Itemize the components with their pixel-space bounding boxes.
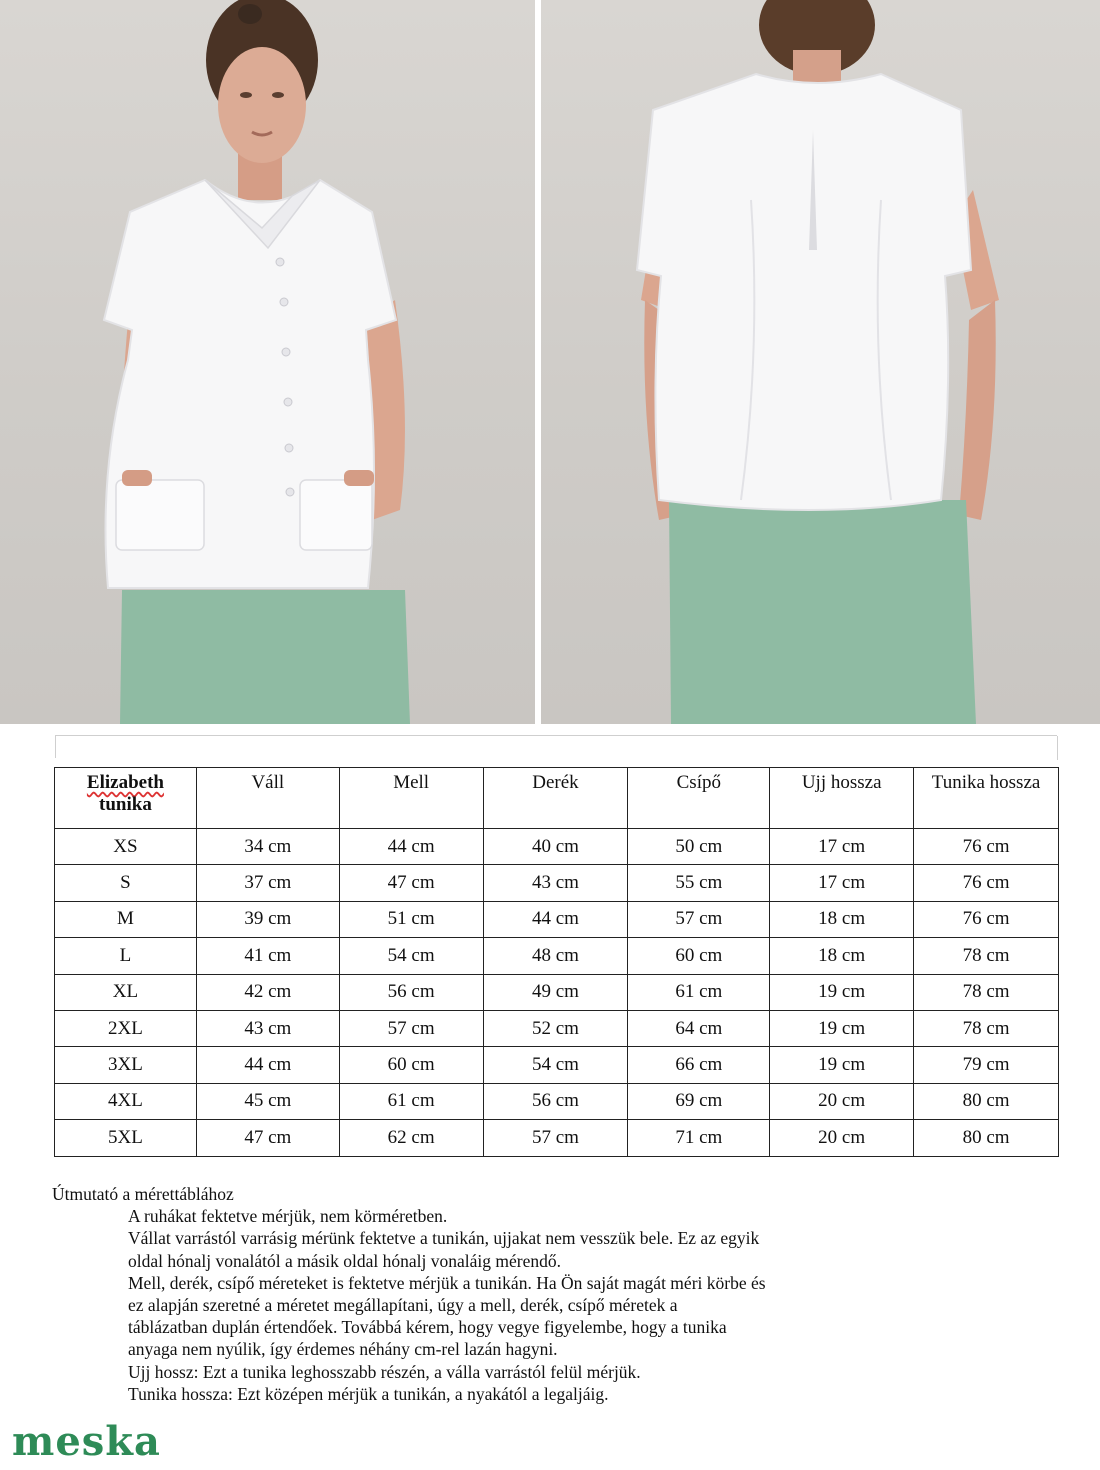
size-label-cell: L xyxy=(55,938,197,974)
table-row xyxy=(55,974,1059,1010)
measurement-cell: 20 cm xyxy=(770,1083,914,1119)
measurement-cell: 44 cm xyxy=(483,901,628,937)
measurement-cell: 19 cm xyxy=(770,1047,914,1083)
back-view-illustration xyxy=(541,0,1100,724)
front-view-illustration xyxy=(0,0,535,724)
product-photos xyxy=(0,0,1100,724)
measurement-cell: 64 cm xyxy=(628,1010,770,1046)
measurement-cell: 44 cm xyxy=(196,1047,339,1083)
guide-line: oldal hónalj vonalától a másik oldal hónalj vonaláig mérendő. xyxy=(128,1250,562,1271)
size-table xyxy=(54,767,1059,1157)
pants-back xyxy=(669,500,976,724)
size-label-cell: 3XL xyxy=(55,1047,197,1083)
measurement-cell: 78 cm xyxy=(914,938,1059,974)
face-shape xyxy=(218,47,306,163)
size-label-cell: XL xyxy=(55,974,197,1010)
measurement-cell: 54 cm xyxy=(483,1047,628,1083)
table-header-cell: Váll xyxy=(196,768,339,829)
measurement-cell: 56 cm xyxy=(339,974,483,1010)
measurement-cell: 45 cm xyxy=(196,1083,339,1119)
front-view-photo[interactable] xyxy=(0,0,535,724)
measurement-cell: 19 cm xyxy=(770,974,914,1010)
measurement-cell: 80 cm xyxy=(914,1120,1059,1156)
page-margin-right xyxy=(1057,736,1058,760)
measurement-cell: 61 cm xyxy=(339,1083,483,1119)
size-label-cell: S xyxy=(55,865,197,901)
pocket-right xyxy=(300,480,372,550)
measurement-cell: 66 cm xyxy=(628,1047,770,1083)
guide-line: Tunika hossza: Ezt középen mérjük a tunikán, a nyakától a legaljáig. xyxy=(128,1383,609,1404)
measurement-cell: 60 cm xyxy=(628,938,770,974)
measurement-cell: 44 cm xyxy=(339,829,483,865)
measurement-cell: 69 cm xyxy=(628,1083,770,1119)
pants-shape xyxy=(120,590,410,724)
size-label-cell: 2XL xyxy=(55,1010,197,1046)
page-border-top xyxy=(55,735,1057,736)
tunic-back xyxy=(637,74,971,510)
table-row xyxy=(55,865,1059,901)
measurement-cell: 56 cm xyxy=(483,1083,628,1119)
measurement-cell: 34 cm xyxy=(196,829,339,865)
measurement-cell: 40 cm xyxy=(483,829,628,865)
measurement-cell: 42 cm xyxy=(196,974,339,1010)
measurement-cell: 76 cm xyxy=(914,901,1059,937)
guide-line: ez alapján szeretné a méretet megállapítani, úgy a mell, derék, csípő méretek a xyxy=(128,1295,678,1316)
table-header-cell: Tunika hossza xyxy=(914,768,1059,829)
measurement-cell: 43 cm xyxy=(483,865,628,901)
measurement-cell: 37 cm xyxy=(196,865,339,901)
guide-line: Vállat varrástól varrásig mérünk fektetve a tunikán, ujjakat nem vesszük bele. Ez az egyik xyxy=(128,1228,760,1249)
table-header-cell: Derék xyxy=(483,768,628,829)
table-header-cell xyxy=(55,768,197,829)
measurement-cell: 79 cm xyxy=(914,1047,1059,1083)
table-row xyxy=(55,1010,1059,1046)
guide-line: anyaga nem nyúlik, így érdemes néhány cm-rel lazán hagyni. xyxy=(128,1339,558,1360)
pocket-left xyxy=(116,480,204,550)
guide-line: A ruhákat fektetve mérjük, nem körméretben. xyxy=(128,1206,448,1227)
table-header-row xyxy=(55,768,1059,829)
table-row xyxy=(55,1047,1059,1083)
measurement-cell: 80 cm xyxy=(914,1083,1059,1119)
back-view-photo[interactable] xyxy=(541,0,1100,724)
measurement-cell: 39 cm xyxy=(196,901,339,937)
table-row xyxy=(55,901,1059,937)
measurement-cell: 78 cm xyxy=(914,974,1059,1010)
measurement-cell: 43 cm xyxy=(196,1010,339,1046)
measurement-cell: 60 cm xyxy=(339,1047,483,1083)
header-name-line2: tunika xyxy=(99,794,152,815)
right-arm-back xyxy=(959,300,996,520)
measurement-cell: 71 cm xyxy=(628,1120,770,1156)
measurement-cell: 19 cm xyxy=(770,1010,914,1046)
table-header-cell: Ujj hossza xyxy=(770,768,914,829)
page-margin-left xyxy=(55,736,56,758)
table-row xyxy=(55,938,1059,974)
table-row xyxy=(55,1083,1059,1119)
measurement-cell: 57 cm xyxy=(339,1010,483,1046)
measurement-cell: 20 cm xyxy=(770,1120,914,1156)
guide-line: Ujj hossz: Ezt a tunika leghosszabb részén, a vállа varrástól felül mérjük. xyxy=(128,1361,641,1382)
table-header-cell: Mell xyxy=(339,768,483,829)
size-label-cell: 5XL xyxy=(55,1120,197,1156)
size-label-cell: 4XL xyxy=(55,1083,197,1119)
measurement-cell: 57 cm xyxy=(483,1120,628,1156)
measurement-cell: 50 cm xyxy=(628,829,770,865)
hair-bun xyxy=(238,4,262,24)
measurement-cell: 55 cm xyxy=(628,865,770,901)
size-chart-document xyxy=(0,724,1100,1470)
table-body xyxy=(55,829,1059,1157)
measurement-cell: 51 cm xyxy=(339,901,483,937)
guide-line: táblázatban duplán értendőek. Továbbá kérem, hogy vegye figyelembe, hogy a tunika xyxy=(128,1317,727,1338)
size-label-cell: XS xyxy=(55,829,197,865)
measurement-cell: 54 cm xyxy=(339,938,483,974)
measurement-cell: 17 cm xyxy=(770,865,914,901)
table-row xyxy=(55,1120,1059,1156)
measurement-cell: 62 cm xyxy=(339,1120,483,1156)
guide-title: Útmutató a mérettáblához xyxy=(52,1184,234,1204)
size-guide xyxy=(52,1183,1012,1405)
measurement-cell: 52 cm xyxy=(483,1010,628,1046)
measurement-cell: 76 cm xyxy=(914,865,1059,901)
table-header-cell: Csípő xyxy=(628,768,770,829)
table-row xyxy=(55,829,1059,865)
measurement-cell: 41 cm xyxy=(196,938,339,974)
measurement-cell: 49 cm xyxy=(483,974,628,1010)
measurement-cell: 61 cm xyxy=(628,974,770,1010)
measurement-cell: 18 cm xyxy=(770,938,914,974)
measurement-cell: 78 cm xyxy=(914,1010,1059,1046)
measurement-cell: 47 cm xyxy=(196,1120,339,1156)
measurement-cell: 18 cm xyxy=(770,901,914,937)
measurement-cell: 57 cm xyxy=(628,901,770,937)
measurement-cell: 47 cm xyxy=(339,865,483,901)
guide-line: Mell, derék, csípő méreteket is fektetve mérjük a tunikán. Ha Ön saját magát méri körbe és xyxy=(128,1272,766,1293)
size-label-cell: M xyxy=(55,901,197,937)
measurement-cell: 76 cm xyxy=(914,829,1059,865)
measurement-cell: 48 cm xyxy=(483,938,628,974)
measurement-cell: 17 cm xyxy=(770,829,914,865)
header-name-line1: Elizabeth xyxy=(86,772,164,793)
meska-logo[interactable]: meska xyxy=(12,1418,161,1465)
